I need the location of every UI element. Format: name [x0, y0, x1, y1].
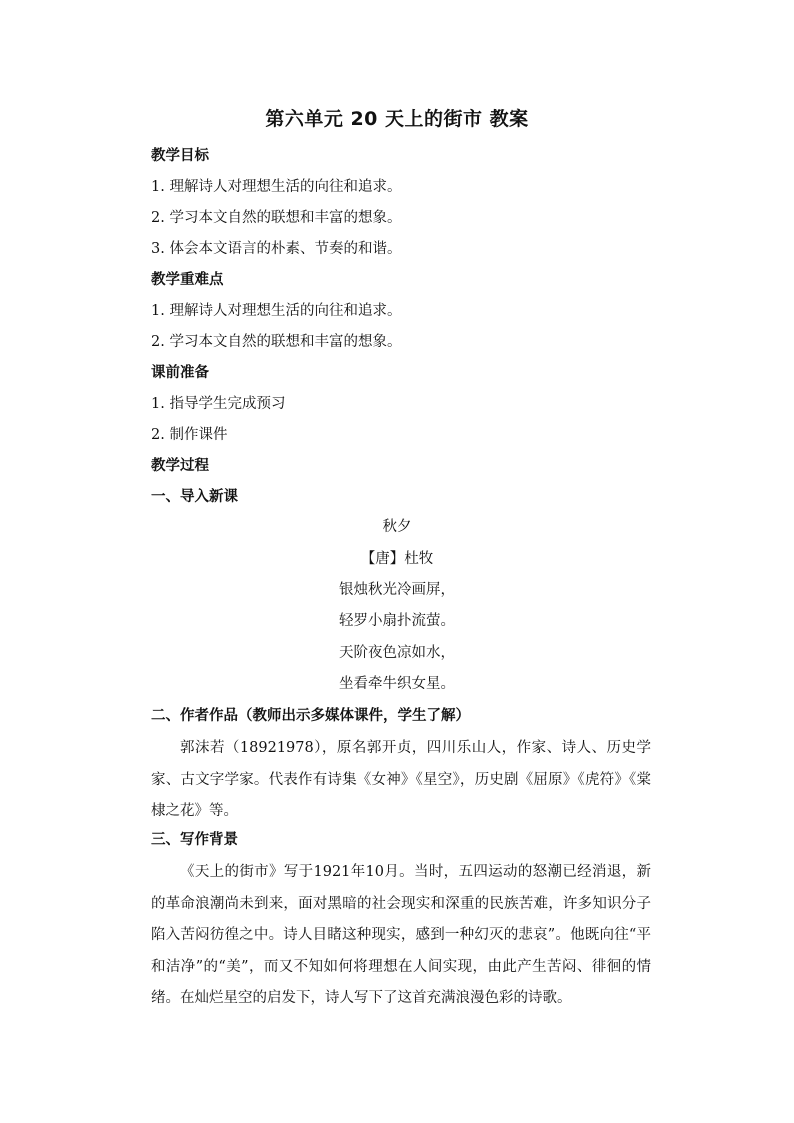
poem-line: 坐看牵牛织女星。 [339, 676, 455, 692]
poem-line: 天阶夜色凉如水， [339, 645, 455, 661]
section2-heading: 二、作者作品（教师出示多媒体课件，学生了解） [151, 708, 470, 724]
section1-heading: 一、导入新课 [151, 489, 238, 505]
goals-heading: 教学目标 [151, 148, 209, 164]
background-paragraph: 《天上的街市》写于1921年10月。当时，五四运动的怒潮已经消退，新的革命浪潮尚未到来，面对黑暗的社会现实和深重的民族苦难，许多知识分子陷入苦闷彷徨之中。诗人目睹这种现实，感到一种幻灭的悲哀”。他既向往“平和洁净”的“美”，而又不知如何将理想在人间实现，由此产生苦闷、徘徊的情绪。在灿烂星空的启发下，诗人写下了这首充满浪漫色彩的诗歌。 [151, 864, 651, 1006]
prep-item: 1. 指导学生完成预习 [151, 396, 286, 412]
section3-heading: 三、写作背景 [151, 832, 238, 848]
process-heading: 教学过程 [151, 458, 209, 474]
key-point-item: 2. 学习本文自然的联想和丰富的想象。 [151, 334, 402, 350]
goal-item: 2. 学习本文自然的联想和丰富的想象。 [151, 210, 402, 226]
document-title: 第六单元 20 天上的街市 教案 [265, 108, 529, 130]
key-point-item: 1. 理解诗人对理想生活的向往和追求。 [151, 303, 402, 319]
goal-item: 1. 理解诗人对理想生活的向往和追求。 [151, 179, 402, 195]
poem-author: 【唐】杜牧 [360, 551, 434, 567]
prep-heading: 课前准备 [151, 365, 209, 381]
poem-title: 秋夕 [382, 519, 412, 535]
prep-item: 2. 制作课件 [151, 427, 228, 443]
poem-line: 轻罗小扇扑流萤。 [339, 613, 455, 629]
author-paragraph: 郭沫若（18921978），原名郭开贞，四川乐山人，作家、诗人、历史学家、古文字学家。代表作有诗集《女神》《星空》，历史剧《屈原》《虎符》《棠棣之花》等。 [151, 740, 651, 819]
goal-item: 3. 体会本文语言的朴素、节奏的和谐。 [151, 241, 402, 257]
poem-line: 银烛秋光冷画屏， [339, 582, 455, 598]
key-points-heading: 教学重难点 [151, 272, 224, 288]
